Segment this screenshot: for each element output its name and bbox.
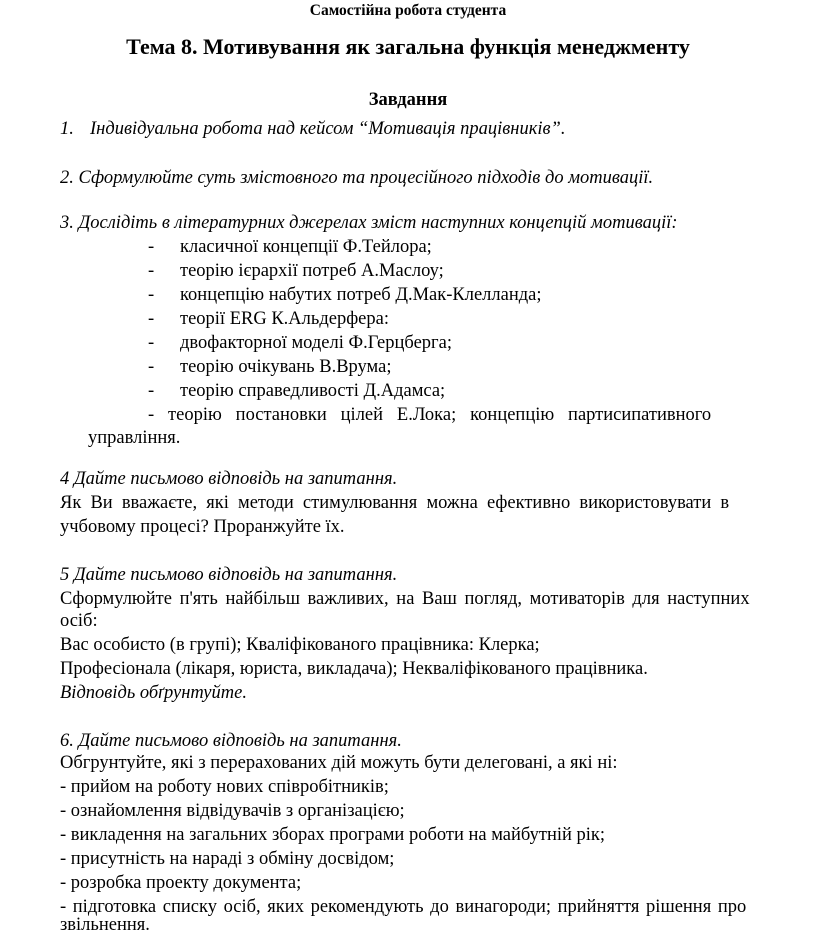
task-6-item: - прийом на роботу нових співробітників; [60, 777, 389, 797]
task-6-last-item-cont: звільнення. [60, 915, 150, 935]
task-3-item: - двофакторної моделі Ф.Герцберга; [148, 333, 452, 353]
task-5-persons-1: Вас особисто (в групі); Кваліфікованого працівника: Клерка; [60, 635, 540, 655]
task-5-question-cont: осіб: [60, 611, 98, 631]
task-4-heading: 4 Дайте письмово відповідь на запитання. [60, 469, 398, 489]
task-1-text: Індивідуальна робота над кейсом “Мотивація працівників”. [90, 119, 566, 139]
task-3-item: - теорію очікувань В.Врума; [148, 357, 392, 377]
task-3-item: - теорії ERG К.Альдерфера: [148, 309, 389, 329]
task-1-number: 1. [60, 119, 74, 139]
task-3-item: - класичної концепції Ф.Тейлора; [148, 237, 432, 257]
task-5-note: Відповідь обґрунтуйте. [60, 683, 247, 703]
task-4-question-cont: учбовому процесі? Проранжуйте їх. [60, 517, 345, 537]
task-4-question: Як Ви вважаєте, які методи стимулювання можна ефективно використовувати в [60, 493, 730, 513]
task-3-intro: 3. Дослідіть в літературних джерелах зміст наступних концепцій мотивації: [60, 213, 678, 233]
task-6-item: - ознайомлення відвідувачів з організацією; [60, 801, 405, 821]
task-5-persons-2: Професіонала (лікаря, юриста, викладача); Некваліфікованого працівника. [60, 659, 648, 679]
task-6-item: - викладення на загальних зборах програми роботи на майбутній рік; [60, 825, 606, 845]
tasks-heading: Завдання [368, 90, 448, 110]
task-6-item: - присутність на нараді з обміну досвідом; [60, 849, 395, 869]
task-3-item: - теорію ієрархії потреб А.Маслоу; [148, 261, 444, 281]
task-6-last-item: - підготовка списку осіб, яких рекомендують до винагороди; прийняття рішення про [60, 897, 747, 917]
task-2: 2. Сформулюйте суть змістовного та процесійного підходів до мотивації. [60, 168, 654, 188]
page-caption: Самостійна робота студента [309, 2, 507, 19]
task-5-question: Сформулюйте п'ять найбільш важливих, на Ваш погляд, мотиваторів для наступних [60, 589, 750, 609]
task-6-intro: Обгрунтуйте, які з перерахованих дій можуть бути делеговані, а які ні: [60, 753, 618, 773]
page-title: Тема 8. Мотивування як загальна функція менеджменту [126, 34, 690, 59]
task-3-item: - теорію справедливості Д.Адамса; [148, 381, 446, 401]
task-3-last-item-cont: управління. [88, 428, 181, 448]
task-3-item: - концепцію набутих потреб Д.Мак-Клелланда; [148, 285, 542, 305]
task-5-heading: 5 Дайте письмово відповідь на запитання. [60, 565, 398, 585]
task-6-item: - розробка проекту документа; [60, 873, 302, 893]
task-6-heading: 6. Дайте письмово відповідь на запитання. [60, 731, 402, 751]
task-3-last-item: - теорію постановки цілей Е.Лока; концепцію партисипативного [148, 405, 712, 425]
task-1 [60, 117, 816, 141]
